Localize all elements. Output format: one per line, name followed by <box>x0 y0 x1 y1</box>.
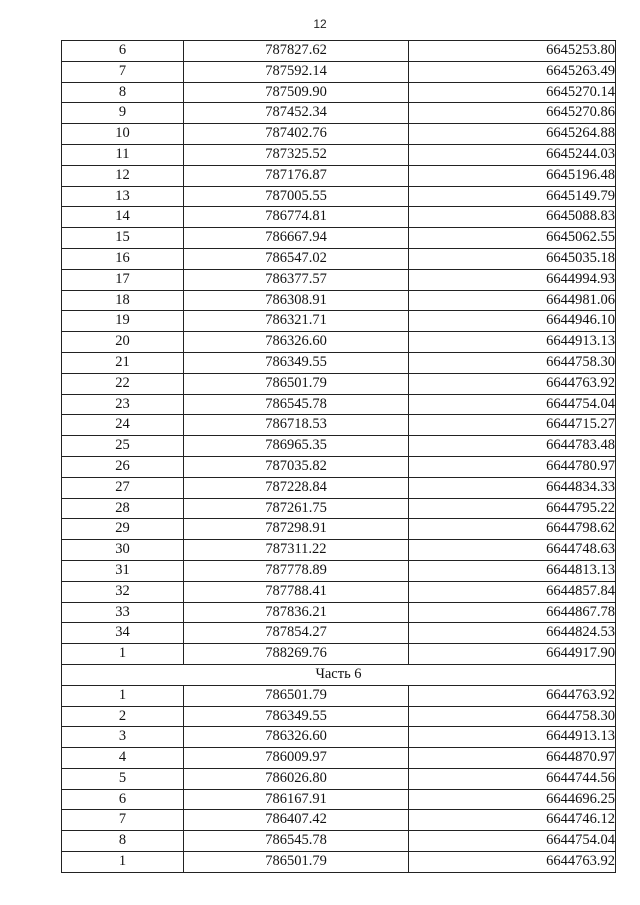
y-coordinate: 6644715.27 <box>409 415 616 436</box>
y-coordinate: 6645253.80 <box>409 41 616 62</box>
y-coordinate: 6644824.53 <box>409 623 616 644</box>
table-row <box>62 685 616 706</box>
table-row <box>62 748 616 769</box>
y-coordinate: 6644867.78 <box>409 602 616 623</box>
y-coordinate: 6644758.30 <box>409 706 616 727</box>
table-row <box>62 207 616 228</box>
point-number: 13 <box>62 186 184 207</box>
table-row <box>62 644 616 665</box>
table-row <box>62 456 616 477</box>
page-number: 12 <box>313 17 327 31</box>
point-number: 33 <box>62 602 184 623</box>
table-row <box>62 352 616 373</box>
x-coordinate: 786308.91 <box>184 290 409 311</box>
table-row <box>62 269 616 290</box>
x-coordinate: 787509.90 <box>184 82 409 103</box>
point-number: 21 <box>62 352 184 373</box>
x-coordinate: 787005.55 <box>184 186 409 207</box>
y-coordinate: 6644763.92 <box>409 685 616 706</box>
table-row <box>62 436 616 457</box>
x-coordinate: 787325.52 <box>184 144 409 165</box>
point-number: 18 <box>62 290 184 311</box>
point-number: 32 <box>62 581 184 602</box>
x-coordinate: 787298.91 <box>184 519 409 540</box>
point-number: 31 <box>62 560 184 581</box>
y-coordinate: 6644780.97 <box>409 456 616 477</box>
y-coordinate: 6645263.49 <box>409 61 616 82</box>
table-row <box>62 415 616 436</box>
table-row <box>62 706 616 727</box>
y-coordinate: 6644946.10 <box>409 311 616 332</box>
y-coordinate: 6645149.79 <box>409 186 616 207</box>
table-row <box>62 623 616 644</box>
y-coordinate: 6645244.03 <box>409 144 616 165</box>
point-number: 7 <box>62 61 184 82</box>
y-coordinate: 6644754.04 <box>409 394 616 415</box>
point-number: 6 <box>62 789 184 810</box>
table-row <box>62 477 616 498</box>
table-row <box>62 498 616 519</box>
y-coordinate: 6645035.18 <box>409 248 616 269</box>
y-coordinate: 6644870.97 <box>409 748 616 769</box>
x-coordinate: 786326.60 <box>184 332 409 353</box>
x-coordinate: 786501.79 <box>184 373 409 394</box>
part-6-rows <box>62 685 616 872</box>
point-number: 29 <box>62 519 184 540</box>
table-row <box>62 332 616 353</box>
y-coordinate: 6644763.92 <box>409 852 616 873</box>
y-coordinate: 6645264.88 <box>409 124 616 145</box>
y-coordinate: 6644763.92 <box>409 373 616 394</box>
x-coordinate: 786407.42 <box>184 810 409 831</box>
point-number: 1 <box>62 685 184 706</box>
y-coordinate: 6644813.13 <box>409 560 616 581</box>
y-coordinate: 6645088.83 <box>409 207 616 228</box>
x-coordinate: 786667.94 <box>184 228 409 249</box>
y-coordinate: 6644748.63 <box>409 540 616 561</box>
point-number: 10 <box>62 124 184 145</box>
x-coordinate: 786501.79 <box>184 852 409 873</box>
point-number: 8 <box>62 82 184 103</box>
coordinates-table <box>61 40 616 873</box>
point-number: 17 <box>62 269 184 290</box>
y-coordinate: 6644746.12 <box>409 810 616 831</box>
point-number: 20 <box>62 332 184 353</box>
point-number: 23 <box>62 394 184 415</box>
table-row <box>62 61 616 82</box>
point-number: 28 <box>62 498 184 519</box>
table-row <box>62 228 616 249</box>
point-number: 1 <box>62 644 184 665</box>
point-number: 34 <box>62 623 184 644</box>
table-row <box>62 581 616 602</box>
x-coordinate: 786026.80 <box>184 768 409 789</box>
table-row <box>62 810 616 831</box>
y-coordinate: 6644981.06 <box>409 290 616 311</box>
y-coordinate: 6645062.55 <box>409 228 616 249</box>
point-number: 11 <box>62 144 184 165</box>
point-number: 25 <box>62 436 184 457</box>
part-5-rows <box>62 41 616 665</box>
y-coordinate: 6644857.84 <box>409 581 616 602</box>
table-row <box>62 165 616 186</box>
table-row <box>62 560 616 581</box>
y-coordinate: 6644696.25 <box>409 789 616 810</box>
point-number: 5 <box>62 768 184 789</box>
point-number: 3 <box>62 727 184 748</box>
x-coordinate: 787176.87 <box>184 165 409 186</box>
x-coordinate: 786718.53 <box>184 415 409 436</box>
point-number: 2 <box>62 706 184 727</box>
y-coordinate: 6644917.90 <box>409 644 616 665</box>
y-coordinate: 6644795.22 <box>409 498 616 519</box>
table-row <box>62 394 616 415</box>
y-coordinate: 6644783.48 <box>409 436 616 457</box>
x-coordinate: 787836.21 <box>184 602 409 623</box>
point-number: 12 <box>62 165 184 186</box>
point-number: 9 <box>62 103 184 124</box>
table-row <box>62 852 616 873</box>
point-number: 1 <box>62 852 184 873</box>
section-title: Часть 6 <box>62 664 616 685</box>
table-row <box>62 540 616 561</box>
table-row <box>62 186 616 207</box>
table-row <box>62 602 616 623</box>
point-number: 16 <box>62 248 184 269</box>
point-number: 14 <box>62 207 184 228</box>
x-coordinate: 786501.79 <box>184 685 409 706</box>
x-coordinate: 787827.62 <box>184 41 409 62</box>
y-coordinate: 6644744.56 <box>409 768 616 789</box>
table-row <box>62 41 616 62</box>
point-number: 30 <box>62 540 184 561</box>
x-coordinate: 788269.76 <box>184 644 409 665</box>
point-number: 4 <box>62 748 184 769</box>
x-coordinate: 786774.81 <box>184 207 409 228</box>
y-coordinate: 6644994.93 <box>409 269 616 290</box>
table-row <box>62 789 616 810</box>
x-coordinate: 787592.14 <box>184 61 409 82</box>
table-row <box>62 124 616 145</box>
y-coordinate: 6644758.30 <box>409 352 616 373</box>
x-coordinate: 786326.60 <box>184 727 409 748</box>
point-number: 8 <box>62 831 184 852</box>
x-coordinate: 787402.76 <box>184 124 409 145</box>
table-row <box>62 290 616 311</box>
x-coordinate: 786009.97 <box>184 748 409 769</box>
x-coordinate: 786349.55 <box>184 706 409 727</box>
x-coordinate: 787854.27 <box>184 623 409 644</box>
y-coordinate: 6644798.62 <box>409 519 616 540</box>
x-coordinate: 786167.91 <box>184 789 409 810</box>
x-coordinate: 787778.89 <box>184 560 409 581</box>
y-coordinate: 6644913.13 <box>409 727 616 748</box>
x-coordinate: 786547.02 <box>184 248 409 269</box>
y-coordinate: 6645270.86 <box>409 103 616 124</box>
point-number: 7 <box>62 810 184 831</box>
x-coordinate: 787311.22 <box>184 540 409 561</box>
y-coordinate: 6644913.13 <box>409 332 616 353</box>
table-row <box>62 144 616 165</box>
point-number: 19 <box>62 311 184 332</box>
x-coordinate: 786545.78 <box>184 394 409 415</box>
table-row <box>62 311 616 332</box>
table-row <box>62 82 616 103</box>
y-coordinate: 6645196.48 <box>409 165 616 186</box>
x-coordinate: 786349.55 <box>184 352 409 373</box>
x-coordinate: 787035.82 <box>184 456 409 477</box>
point-number: 22 <box>62 373 184 394</box>
section-header-row <box>62 664 616 685</box>
x-coordinate: 786545.78 <box>184 831 409 852</box>
table-row <box>62 248 616 269</box>
table-row <box>62 831 616 852</box>
y-coordinate: 6645270.14 <box>409 82 616 103</box>
x-coordinate: 787452.34 <box>184 103 409 124</box>
table-row <box>62 103 616 124</box>
table-row <box>62 519 616 540</box>
y-coordinate: 6644754.04 <box>409 831 616 852</box>
point-number: 6 <box>62 41 184 62</box>
point-number: 26 <box>62 456 184 477</box>
point-number: 15 <box>62 228 184 249</box>
x-coordinate: 786965.35 <box>184 436 409 457</box>
x-coordinate: 787228.84 <box>184 477 409 498</box>
point-number: 24 <box>62 415 184 436</box>
table-row <box>62 727 616 748</box>
point-number: 27 <box>62 477 184 498</box>
table-row <box>62 373 616 394</box>
x-coordinate: 787261.75 <box>184 498 409 519</box>
x-coordinate: 786321.71 <box>184 311 409 332</box>
x-coordinate: 786377.57 <box>184 269 409 290</box>
x-coordinate: 787788.41 <box>184 581 409 602</box>
table-row <box>62 768 616 789</box>
y-coordinate: 6644834.33 <box>409 477 616 498</box>
